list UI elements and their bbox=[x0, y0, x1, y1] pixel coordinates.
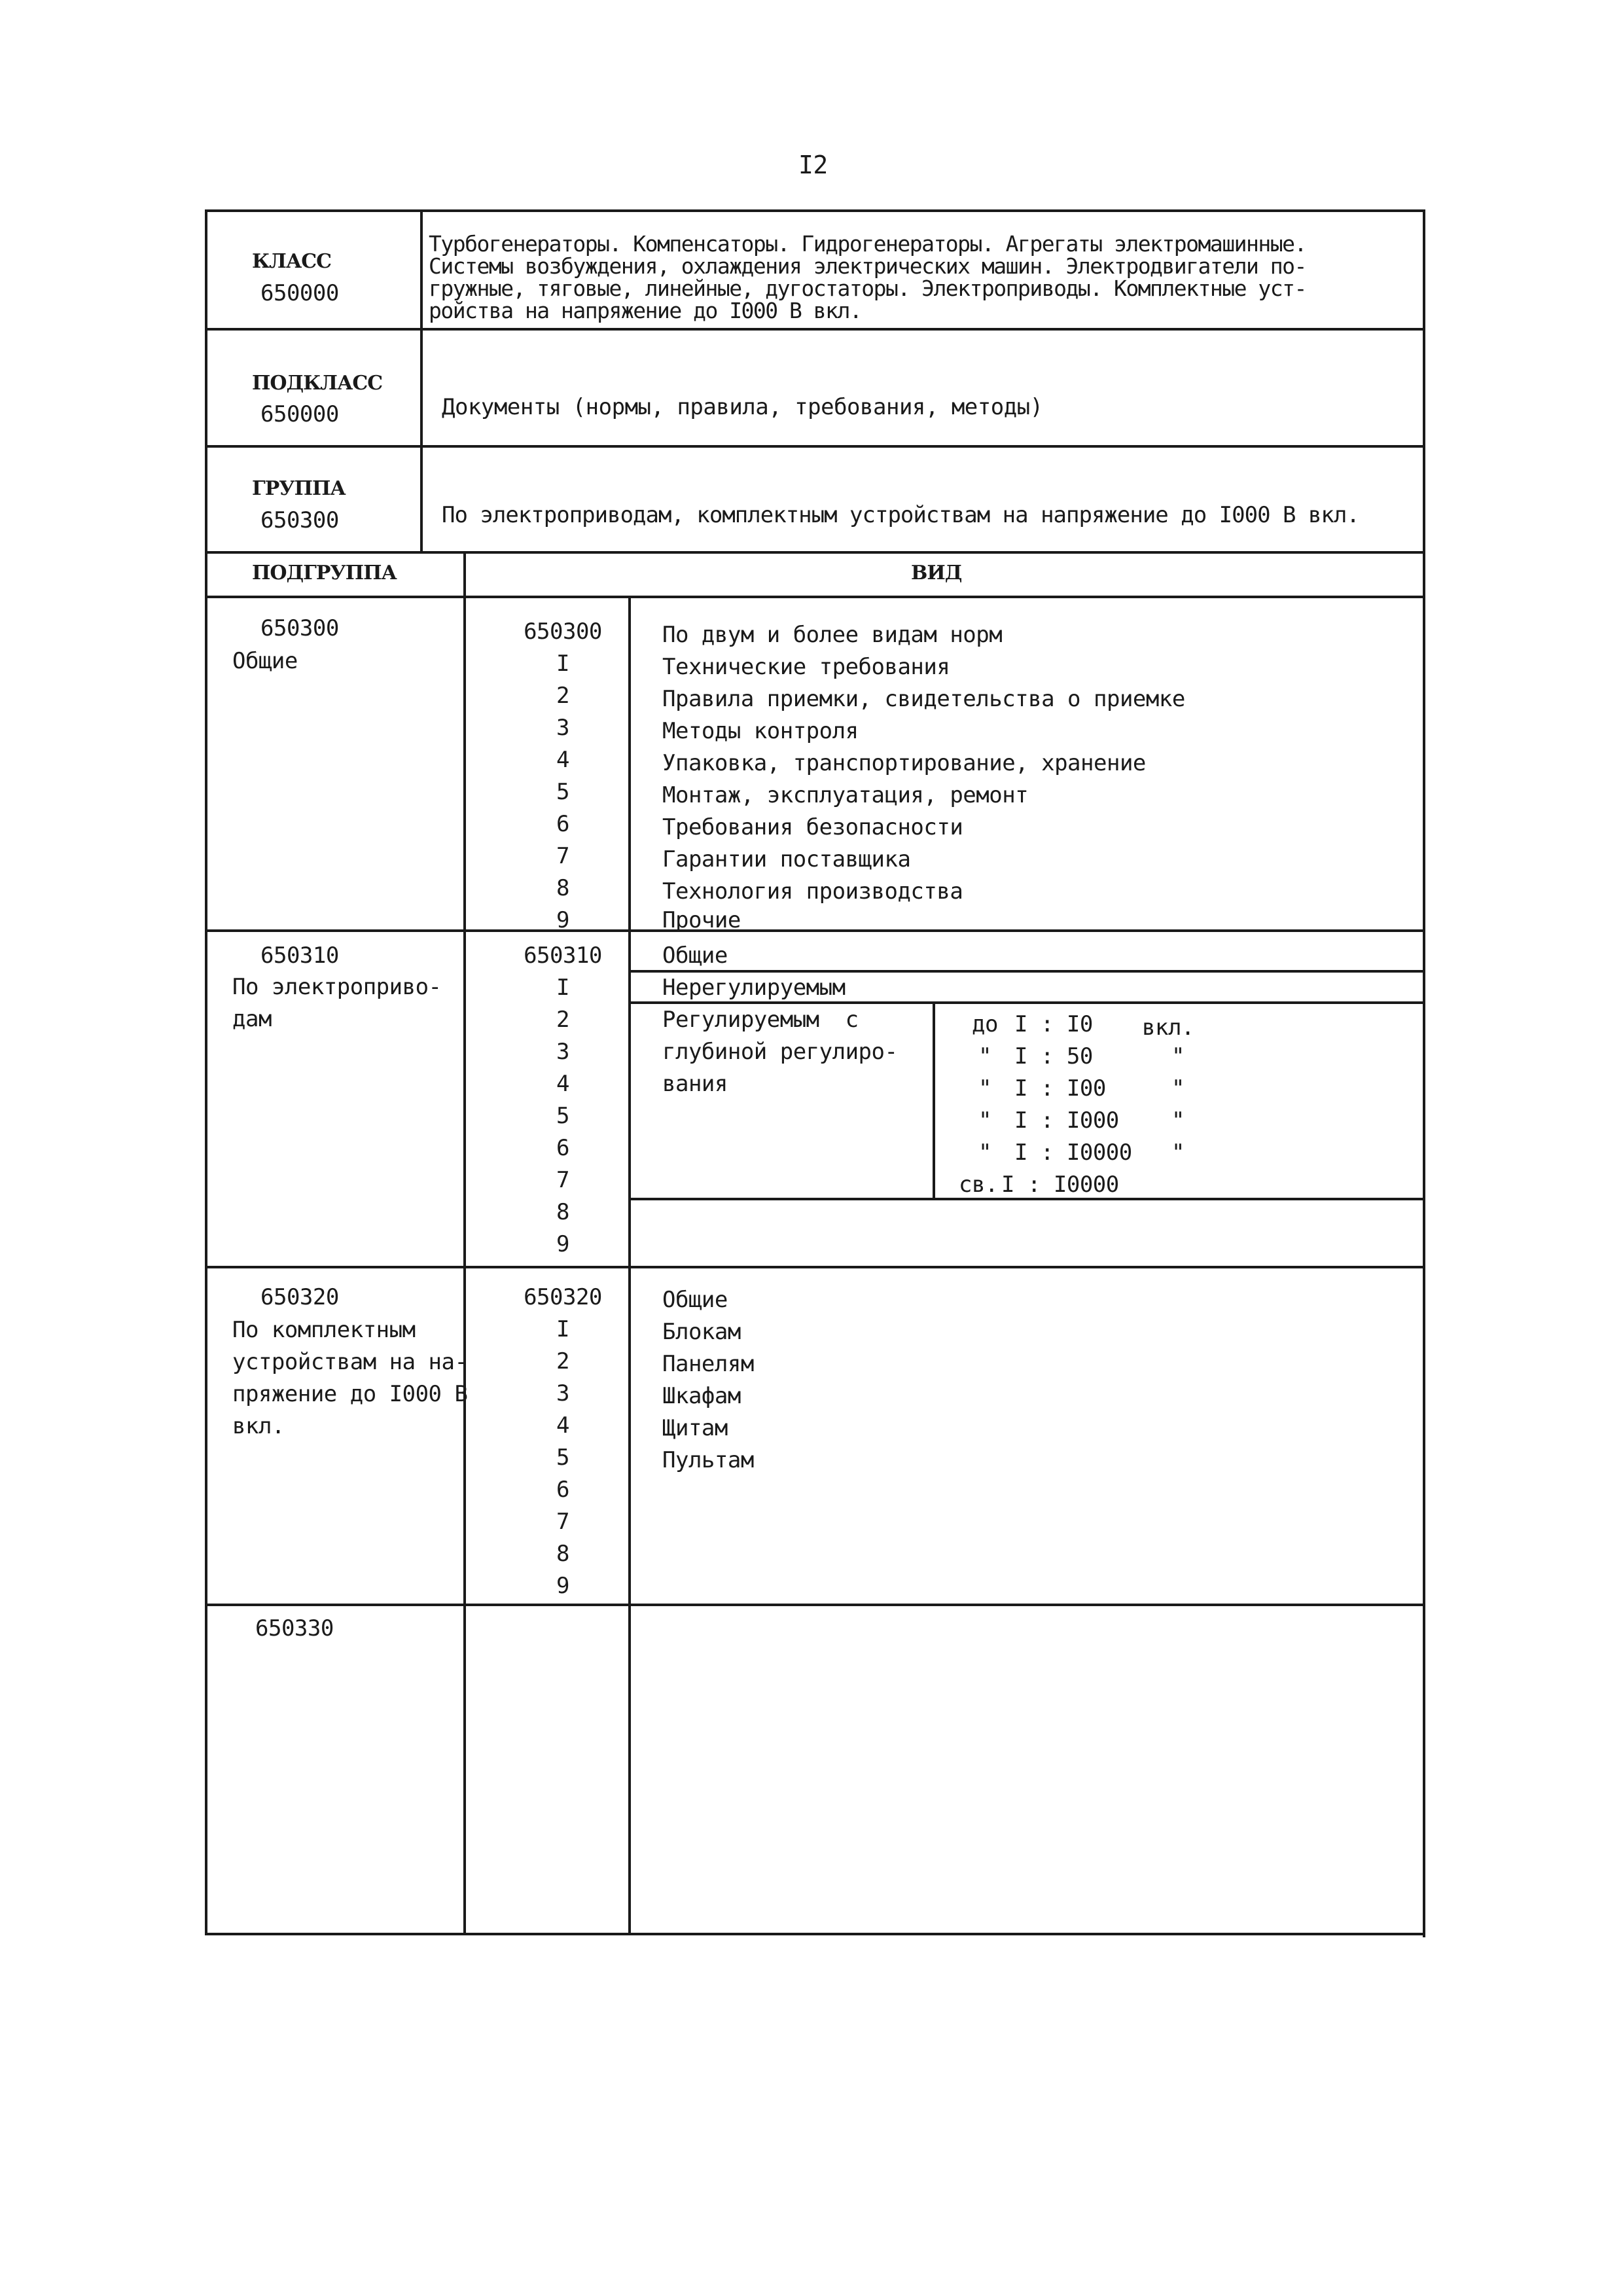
subgroup-name: По электроприво- bbox=[232, 974, 442, 1000]
vid-code: 9 bbox=[556, 1573, 569, 1599]
vid-item: Упаковка, транспортирование, хранение bbox=[662, 750, 1146, 776]
subgroup-code: 650310 bbox=[260, 942, 339, 969]
klass-description-line: Системы возбуждения, охлаждения электрических машин. Электродвигатели по- bbox=[429, 253, 1306, 279]
vid-item: Нерегулируемым bbox=[662, 975, 846, 1001]
range-prefix: " bbox=[978, 1139, 991, 1166]
vid-item: Методы контроля bbox=[662, 718, 859, 744]
klass-description-line: гружные, тяговые, линейные, дугостаторы. Электроприводы. Комплектные уст- bbox=[429, 276, 1306, 301]
vid-code: 8 bbox=[556, 875, 569, 901]
vid-code: 5 bbox=[556, 779, 569, 805]
klass-separator bbox=[205, 328, 1425, 331]
vid-code: 9 bbox=[556, 907, 569, 933]
header-divider bbox=[420, 209, 423, 553]
klass-description-line: Турбогенераторы. Компенсаторы. Гидрогенераторы. Агрегаты электромашинные. bbox=[429, 231, 1306, 257]
vid-item: Пультам bbox=[662, 1447, 754, 1473]
gruppa-description: По электроприводам, комплектным устройствам на напряжение до I000 В вкл. bbox=[442, 502, 1359, 528]
row-nereguliruemym-separator bbox=[628, 1001, 1425, 1004]
vid-code: 650310 bbox=[524, 942, 602, 969]
frame-bottom bbox=[205, 1933, 1425, 1935]
range-prefix: св. bbox=[959, 1172, 998, 1198]
vid-item: Общие bbox=[662, 1287, 728, 1313]
regulated-label-line: глубиной регулиро- bbox=[662, 1039, 898, 1065]
vid-item: Правила приемки, свидетельства о приемке bbox=[662, 686, 1185, 712]
vid-code: 7 bbox=[556, 1167, 569, 1193]
frame-right bbox=[1423, 209, 1425, 1937]
range-suffix: " bbox=[1171, 1043, 1185, 1069]
podklass-code: 650000 bbox=[260, 401, 339, 427]
range-suffix: вкл. bbox=[1142, 1014, 1194, 1041]
range-ratio: I : I0 bbox=[1014, 1011, 1093, 1037]
vid-code: I bbox=[556, 651, 569, 677]
podklass-separator bbox=[205, 445, 1425, 448]
range-ratio: I : I0000 bbox=[1014, 1139, 1132, 1166]
range-prefix: " bbox=[978, 1075, 991, 1102]
page-number: I2 bbox=[798, 151, 828, 179]
code-column-divider bbox=[628, 596, 631, 1934]
vid-code: I bbox=[556, 1316, 569, 1342]
range-column-divider bbox=[933, 1003, 935, 1199]
vid-code: 7 bbox=[556, 1509, 569, 1535]
vid-code: 3 bbox=[556, 1039, 569, 1065]
vid-item: Требования безопасности bbox=[662, 814, 963, 840]
subgroup-name: По комплектным bbox=[232, 1317, 416, 1343]
vid-code: I bbox=[556, 975, 569, 1001]
vid-item: По двум и более видам норм bbox=[662, 622, 1003, 648]
gruppa-separator bbox=[205, 551, 1425, 554]
podklass-description: Документы (нормы, правила, требования, методы) bbox=[442, 394, 1043, 420]
range-prefix: " bbox=[978, 1107, 991, 1134]
vid-code: 4 bbox=[556, 747, 569, 773]
vid-code: 8 bbox=[556, 1541, 569, 1567]
frame-left bbox=[205, 209, 207, 1934]
vid-item: Общие bbox=[662, 942, 728, 969]
range-suffix: " bbox=[1171, 1139, 1185, 1166]
column-header-vid: ВИД bbox=[911, 562, 962, 584]
subgroup-name: Общие bbox=[232, 648, 298, 674]
vid-code: 3 bbox=[556, 1380, 569, 1407]
klass-code: 650000 bbox=[260, 280, 339, 306]
vid-code: 3 bbox=[556, 715, 569, 741]
klass-label: КЛАСС bbox=[252, 250, 332, 273]
vid-code: 650300 bbox=[524, 619, 602, 645]
vid-item: Гарантии поставщика bbox=[662, 846, 911, 872]
vid-code: 650320 bbox=[524, 1284, 602, 1310]
frame-top bbox=[205, 209, 1425, 212]
range-prefix: до bbox=[972, 1011, 998, 1037]
subgroup-1-separator bbox=[205, 929, 1425, 932]
vid-code: 8 bbox=[556, 1199, 569, 1225]
vid-code: 6 bbox=[556, 1477, 569, 1503]
range-ratio: I : I00 bbox=[1014, 1075, 1106, 1102]
vid-item: Шкафам bbox=[662, 1383, 741, 1409]
subgroup-name: устройствам на на- bbox=[232, 1349, 468, 1375]
subgroup-column-divider bbox=[463, 551, 466, 1934]
vid-code: 6 bbox=[556, 811, 569, 837]
subgroup-code: 650330 bbox=[255, 1615, 334, 1641]
range-suffix: " bbox=[1171, 1107, 1185, 1134]
vid-code: 4 bbox=[556, 1071, 569, 1097]
vid-code: 2 bbox=[556, 683, 569, 709]
gruppa-code: 650300 bbox=[260, 507, 339, 533]
range-prefix: " bbox=[978, 1043, 991, 1069]
vid-item: Щитам bbox=[662, 1415, 728, 1441]
vid-code: 5 bbox=[556, 1444, 569, 1471]
range-ratio: I : I000 bbox=[1014, 1107, 1119, 1134]
vid-item: Блокам bbox=[662, 1319, 741, 1345]
subgroup-name: дам bbox=[232, 1006, 272, 1032]
subgroup-name: вкл. bbox=[232, 1413, 285, 1439]
range-ratio: I : I0000 bbox=[1001, 1172, 1119, 1198]
range-suffix: " bbox=[1171, 1075, 1185, 1102]
vid-code: 2 bbox=[556, 1007, 569, 1033]
subgroup-code: 650300 bbox=[260, 615, 339, 641]
regulated-label-line: вания bbox=[662, 1071, 728, 1097]
vid-item: Панелям bbox=[662, 1351, 754, 1377]
klass-description-line: ройства на напряжение до I000 В вкл. bbox=[429, 298, 862, 323]
vid-code: 5 bbox=[556, 1103, 569, 1129]
column-header-subgroup: ПОДГРУППА bbox=[252, 562, 397, 584]
subgroup-code: 650320 bbox=[260, 1284, 339, 1310]
vid-code: 9 bbox=[556, 1231, 569, 1257]
vid-code: 4 bbox=[556, 1412, 569, 1439]
gruppa-label: ГРУППА bbox=[252, 477, 346, 500]
row-obshie-separator bbox=[628, 970, 1425, 973]
vid-item: Технические требования bbox=[662, 654, 950, 680]
vid-code: 6 bbox=[556, 1135, 569, 1161]
subgroup-2-separator bbox=[205, 1266, 1425, 1268]
column-header-separator bbox=[205, 596, 1425, 598]
vid-item: Прочие bbox=[662, 907, 741, 933]
subgroup-name: пряжение до I000 В bbox=[232, 1381, 468, 1407]
vid-code: 7 bbox=[556, 843, 569, 869]
regulated-label-line: Регулируемым с bbox=[662, 1007, 859, 1033]
subgroup-3-separator bbox=[205, 1604, 1425, 1606]
podklass-label: ПОДКЛАСС bbox=[252, 372, 383, 395]
vid-item: Технология производства bbox=[662, 878, 963, 905]
vid-code: 2 bbox=[556, 1348, 569, 1374]
vid-item: Монтаж, эксплуатация, ремонт bbox=[662, 782, 1029, 808]
row-reguliruemym-separator bbox=[628, 1198, 1425, 1200]
range-ratio: I : 50 bbox=[1014, 1043, 1093, 1069]
